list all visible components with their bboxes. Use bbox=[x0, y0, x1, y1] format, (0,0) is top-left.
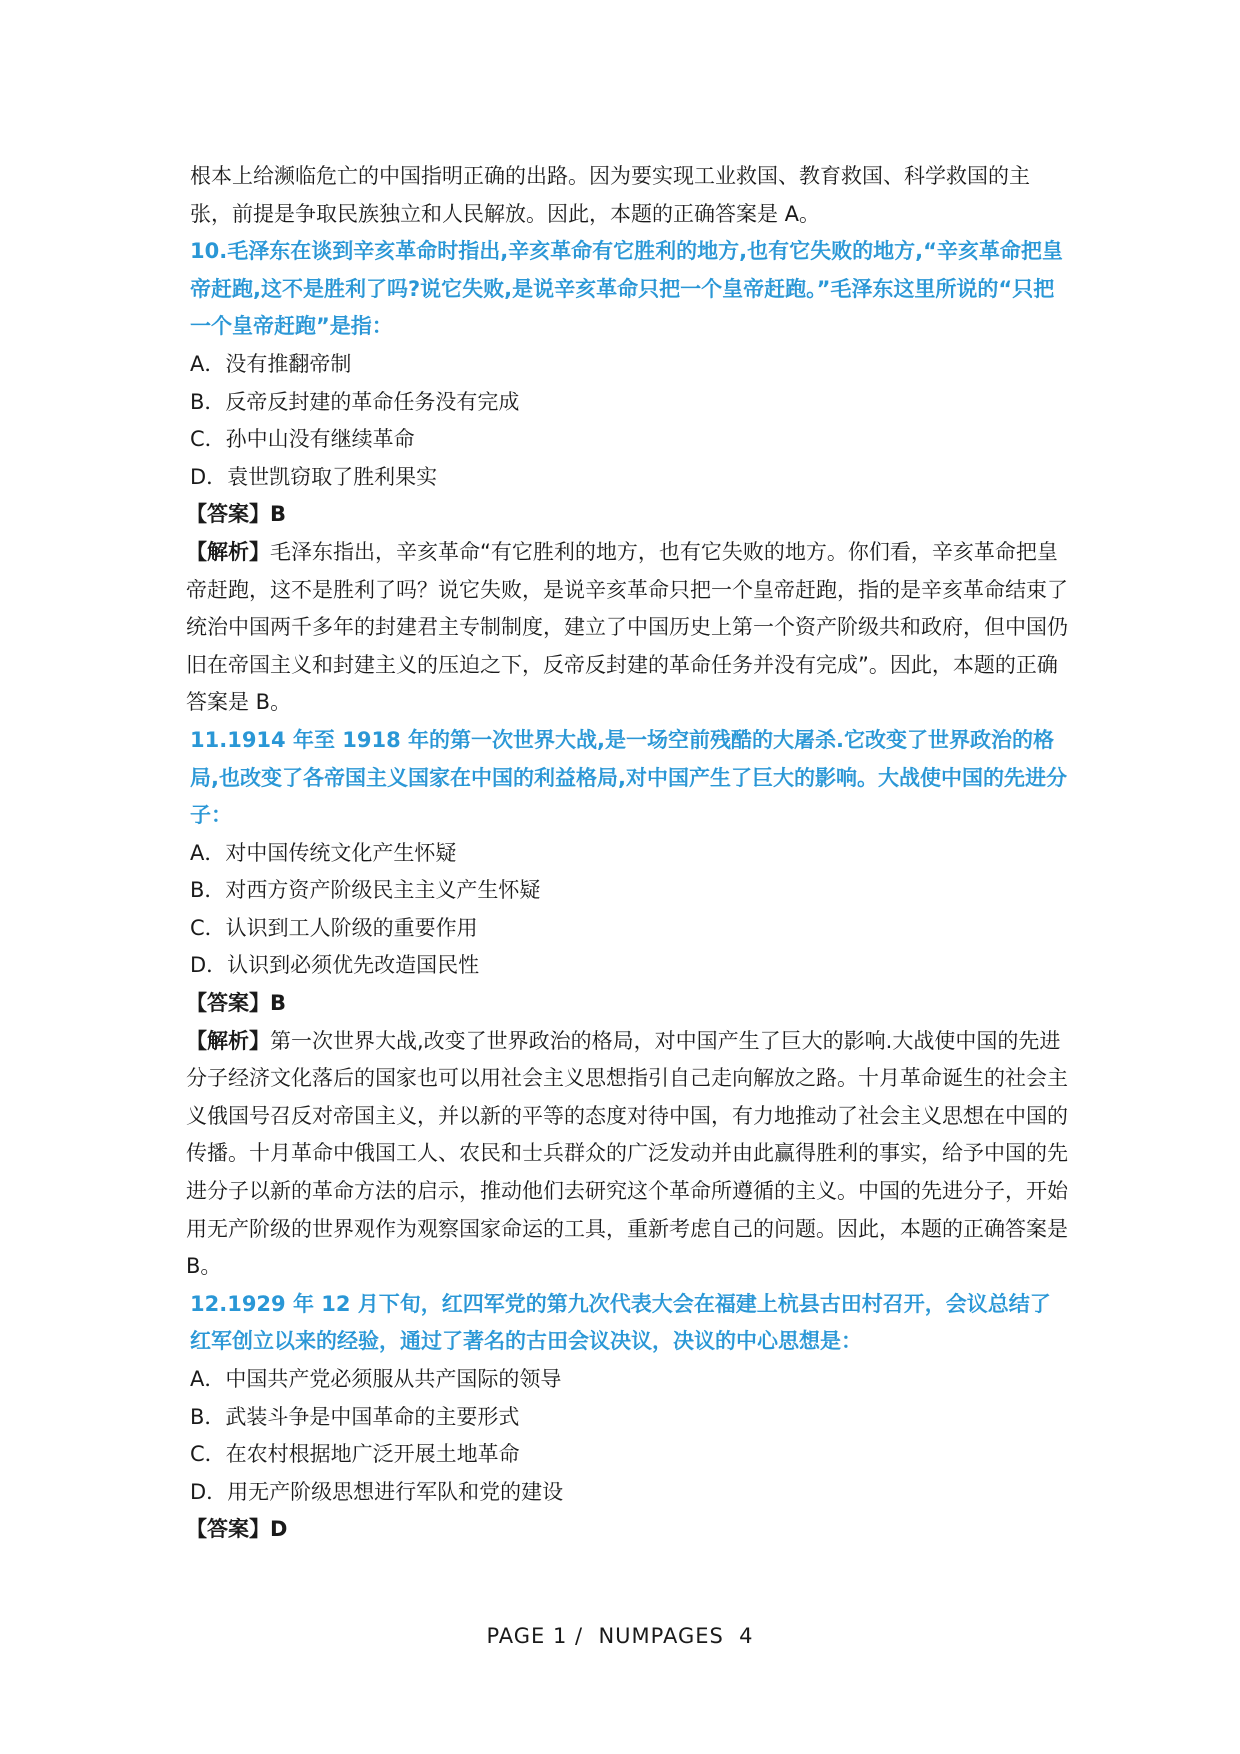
option-c: C．认识到工人阶级的重要作用 bbox=[190, 915, 478, 940]
option-a: A．对中国传统文化产生怀疑 bbox=[190, 840, 457, 865]
question-block-11 bbox=[186, 722, 1070, 1286]
question-block-10 bbox=[186, 233, 1070, 722]
option-d: D．用无产阶级思想进行军队和党的建设 bbox=[190, 1479, 564, 1504]
option-c: C．在农村根据地广泛开展土地革命 bbox=[190, 1442, 520, 1467]
option-d: D．认识到必须优先改造国民性 bbox=[190, 953, 480, 978]
answer-line: 【答案】B bbox=[186, 991, 287, 1016]
option-b: B．武装斗争是中国革命的主要形式 bbox=[190, 1404, 520, 1429]
intro-paragraph: 根本上给濒临危亡的中国指明正确的出路。因为要实现工业救国、教育救国、科学救国的主张，前提是争取民族独立和人民解放。因此，本题的正确答案是 A。 bbox=[190, 164, 1030, 226]
analysis-label: 【解析】 bbox=[186, 1028, 270, 1053]
analysis-paragraph bbox=[186, 534, 1070, 722]
option-d: D．袁世凯窃取了胜利果实 bbox=[190, 464, 438, 489]
question-block-12 bbox=[186, 1286, 1070, 1549]
analysis-label: 【解析】 bbox=[186, 539, 270, 564]
question-stem: 11.1914 年至 1918 年的第一次世界大战,是一场空前残酷的大屠杀.它改变了世界政治的格局,也改变了各帝国主义国家在中国的利益格局,对中国产生了巨大的影响。大战使中国的先进分子： bbox=[190, 727, 1067, 828]
answer-line: 【答案】D bbox=[186, 1517, 288, 1542]
option-b: B．对西方资产阶级民主主义产生怀疑 bbox=[190, 878, 541, 903]
option-c: C．孙中山没有继续革命 bbox=[190, 427, 415, 452]
question-stem: 12.1929 年 12 月下旬，红四军党的第九次代表大会在福建上杭县古田村召开，会议总结了红军创立以来的经验，通过了著名的古田会议决议，决议的中心思想是： bbox=[190, 1291, 1051, 1354]
analysis-text: 第一次世界大战,改变了世界政治的格局，对中国产生了巨大的影响.大战使中国的先进分子经济文化落后的国家也可以用社会主义思想指引自己走向解放之路。十月革命诞生的社会主义俄国号召反对帝国主义，并以新的平等的态度对待中国，有力地推动了社会主义思想在中国的传播。十月革命中俄国工人、农民和士兵群众的广泛发动并由此赢得胜利的事实，给予中国的先进分子以新的革命方法的启示，推动他们去研究这个革命所遵循的主义。中国的先进分子，开始用无产阶级的世界观作为观察国家命运的工具，重新考虑自己的问题。因此，本题的正确答案是 B。 bbox=[186, 1028, 1068, 1279]
analysis-paragraph bbox=[186, 1023, 1070, 1286]
option-b: B．反帝反封建的革命任务没有完成 bbox=[190, 389, 520, 414]
answer-line: 【答案】B bbox=[186, 502, 287, 527]
page-footer bbox=[0, 1624, 1240, 1648]
analysis-text: 毛泽东指出，辛亥革命“有它胜利的地方，也有它失败的地方。你们看，辛亥革命把皇帝赶跑，这不是胜利了吗？说它失败，是说辛亥革命只把一个皇帝赶跑，指的是辛亥革命结束了统治中国两千多年的封建君主专制制度，建立了中国历史上第一个资产阶级共和政府，但中国仍旧在帝国主义和封建主义的压迫之下，反帝反封建的革命任务并没有完成”。因此，本题的正确答案是 B。 bbox=[186, 539, 1068, 715]
question-stem: 10.毛泽东在谈到辛亥革命时指出,辛亥革命有它胜利的地方,也有它失败的地方,“辛亥革命把皇帝赶跑,这不是胜利了吗?说它失败,是说辛亥革命只把一个皇帝赶跑。”毛泽东这里所说的“只把一个皇帝赶跑”是指： bbox=[190, 239, 1063, 339]
page-number-field: PAGE 1 / NUMPAGES 4 bbox=[486, 1624, 754, 1648]
option-a: A．中国共产党必须服从共产国际的领导 bbox=[190, 1367, 562, 1391]
page-content bbox=[186, 158, 1070, 1549]
option-a: A．没有推翻帝制 bbox=[190, 351, 352, 376]
